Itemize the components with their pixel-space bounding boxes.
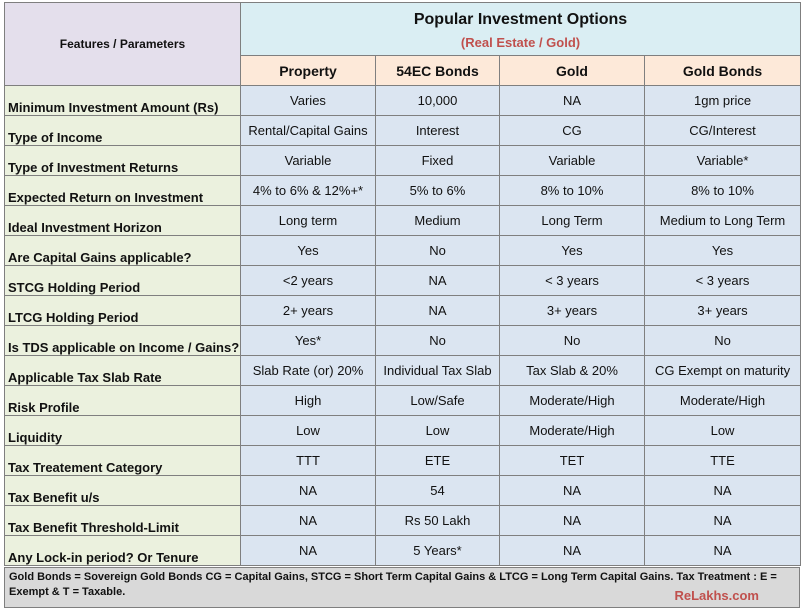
table-cell: < 3 years — [645, 266, 801, 296]
table-row — [5, 536, 801, 566]
table-cell: NA — [645, 476, 801, 506]
table-cell: Tax Slab & 20% — [500, 356, 645, 386]
footer-note-text: Gold Bonds = Sovereign Gold Bonds CG = Capital Gains, STCG = Short Term Capital Gains & LTCG = Long Term Capital Gains. Tax Treatment : E = Exempt & T = Taxable. — [9, 571, 777, 598]
table-cell: 4% to 6% & 12%+* — [241, 176, 376, 206]
table-row — [5, 296, 801, 326]
table-cell: NA — [241, 506, 376, 536]
table-cell: CG Exempt on maturity — [645, 356, 801, 386]
row-label: Any Lock-in period? Or Tenure — [5, 536, 241, 566]
table-cell: Variable — [500, 146, 645, 176]
table-cell: NA — [376, 296, 500, 326]
row-label: Type of Investment Returns — [5, 146, 241, 176]
table-cell: < 3 years — [500, 266, 645, 296]
table-cell: No — [376, 326, 500, 356]
table-cell: Moderate/High — [500, 386, 645, 416]
table-cell: Medium — [376, 206, 500, 236]
table-cell: No — [645, 326, 801, 356]
table-cell: NA — [500, 86, 645, 116]
table-cell: Interest — [376, 116, 500, 146]
table-cell: Low — [241, 416, 376, 446]
table-row — [5, 266, 801, 296]
row-label: Liquidity — [5, 416, 241, 446]
table-cell: High — [241, 386, 376, 416]
row-label: Tax Treatement Category — [5, 446, 241, 476]
comparison-table — [4, 2, 801, 566]
table-cell: 1gm price — [645, 86, 801, 116]
table-row — [5, 386, 801, 416]
table-cell: Varies — [241, 86, 376, 116]
table-cell: ETE — [376, 446, 500, 476]
table-row — [5, 416, 801, 446]
features-header: Features / Parameters — [5, 3, 241, 86]
table-subtitle: (Real Estate / Gold) — [460, 34, 581, 50]
row-label: STCG Holding Period — [5, 266, 241, 296]
table-row — [5, 116, 801, 146]
table-cell: NA — [241, 536, 376, 566]
table-row — [5, 506, 801, 536]
table-cell: Yes — [241, 236, 376, 266]
column-header-property: Property — [241, 56, 376, 86]
table-cell: NA — [241, 476, 376, 506]
table-row — [5, 146, 801, 176]
row-label: Expected Return on Investment — [5, 176, 241, 206]
table-cell: Yes* — [241, 326, 376, 356]
row-label: Applicable Tax Slab Rate — [5, 356, 241, 386]
table-cell: NA — [376, 266, 500, 296]
table-cell: 5% to 6% — [376, 176, 500, 206]
column-header-gold-bonds: Gold Bonds — [645, 56, 801, 86]
table-cell: NA — [645, 536, 801, 566]
table-title-cell — [241, 3, 801, 56]
table-cell: Fixed — [376, 146, 500, 176]
table-cell: Moderate/High — [500, 416, 645, 446]
table-cell: Variable — [241, 146, 376, 176]
table-cell: Low/Safe — [376, 386, 500, 416]
table-cell: Medium to Long Term — [645, 206, 801, 236]
row-label: Tax Benefit u/s — [5, 476, 241, 506]
row-label: Is TDS applicable on Income / Gains? — [5, 326, 241, 356]
table-cell: 5 Years* — [376, 536, 500, 566]
row-label: Are Capital Gains applicable? — [5, 236, 241, 266]
row-label: Ideal Investment Horizon — [5, 206, 241, 236]
table-cell: Rs 50 Lakh — [376, 506, 500, 536]
table-cell: Variable* — [645, 146, 801, 176]
table-cell: Yes — [645, 236, 801, 266]
table-cell: Yes — [500, 236, 645, 266]
table-cell: <2 years — [241, 266, 376, 296]
table-cell: NA — [500, 536, 645, 566]
table-cell: Long term — [241, 206, 376, 236]
table-cell: Long Term — [500, 206, 645, 236]
table-cell: CG/Interest — [645, 116, 801, 146]
table-cell: NA — [645, 506, 801, 536]
table-cell: 10,000 — [376, 86, 500, 116]
brand-label: ReLakhs.com — [674, 588, 759, 603]
table-cell: TET — [500, 446, 645, 476]
footer-note — [4, 567, 800, 608]
row-label: Minimum Investment Amount (Rs) — [5, 86, 241, 116]
table-cell: 8% to 10% — [645, 176, 801, 206]
table-row — [5, 476, 801, 506]
table-row — [5, 206, 801, 236]
column-header-54ec-bonds: 54EC Bonds — [376, 56, 500, 86]
table-row — [5, 176, 801, 206]
table-title: Popular Investment Options — [413, 10, 628, 28]
table-cell: Rental/Capital Gains — [241, 116, 376, 146]
table-cell: Individual Tax Slab — [376, 356, 500, 386]
table-cell: No — [376, 236, 500, 266]
column-header-gold: Gold — [500, 56, 645, 86]
table-cell: 3+ years — [500, 296, 645, 326]
table-cell: CG — [500, 116, 645, 146]
table-row — [5, 356, 801, 386]
table-cell: Slab Rate (or) 20% — [241, 356, 376, 386]
row-label: LTCG Holding Period — [5, 296, 241, 326]
table-cell: No — [500, 326, 645, 356]
table-row — [5, 86, 801, 116]
table-cell: NA — [500, 506, 645, 536]
table-row — [5, 236, 801, 266]
table-cell: NA — [500, 476, 645, 506]
table-body — [5, 86, 801, 566]
table-cell: 2+ years — [241, 296, 376, 326]
table-cell: 3+ years — [645, 296, 801, 326]
row-label: Risk Profile — [5, 386, 241, 416]
row-label: Tax Benefit Threshold-Limit — [5, 506, 241, 536]
table-cell: TTE — [645, 446, 801, 476]
table-cell: Low — [376, 416, 500, 446]
row-label: Type of Income — [5, 116, 241, 146]
table-row — [5, 326, 801, 356]
table-row — [5, 446, 801, 476]
table-cell: 54 — [376, 476, 500, 506]
table-cell: Moderate/High — [645, 386, 801, 416]
table-cell: 8% to 10% — [500, 176, 645, 206]
table-cell: TTT — [241, 446, 376, 476]
table-cell: Low — [645, 416, 801, 446]
